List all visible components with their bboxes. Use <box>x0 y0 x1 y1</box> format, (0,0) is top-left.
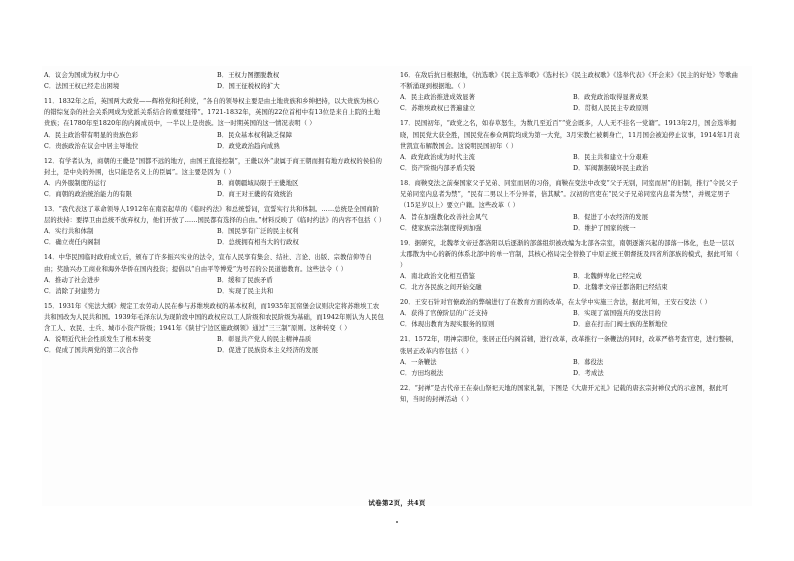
question <box>400 383 740 405</box>
answer-option: A．民主政治推进成效显著 <box>400 94 476 102</box>
answer-option: B．促进了小农经济的发展 <box>573 213 649 221</box>
question <box>400 178 740 234</box>
answer-option: A．民主政治带有明显的贵族色彩 <box>44 131 139 139</box>
answer-option: D．总统拥有相当大的行政权 <box>217 239 299 247</box>
answer-option: C．消除了封建势力 <box>44 287 101 295</box>
answer-option: B．商朝疆域局限于王畿地区 <box>217 180 299 188</box>
option-list <box>400 92 740 114</box>
question <box>44 96 384 152</box>
answer-option: A．议会为国成为权力中心 <box>44 72 120 79</box>
answer-option: D．政党政治趋向成熟 <box>217 142 280 150</box>
answer-option: C．贵族政治在议会中居主导地位 <box>44 142 139 150</box>
question-stem: 19．据研究，北魏孝文帝迁都洛阳以后逐渐的部落组织被改编为北部各宗室，南朝逐渐兴起的部落一体化，也是一层以太郡散为中心的新的体系北部中的单一官制，其核心格局完全替换了中原正统王朝督抚及四省所部族的模式，据此可知（ ） <box>400 239 740 270</box>
answer-option: D．贯彻人民民主专政原则 <box>573 105 649 113</box>
answer-option: D．军阀割据破坏民主政治 <box>573 165 649 173</box>
question-stem: 12．有学者认为，商朝的王畿是“国都不远的地方，由国王直接控制”，王畿以外“隶属于商王朝而拥有地方政权的侯伯的封土，是中央的外围，也只能是名义上的臣属”。这主要是因为（ ） <box>44 157 383 176</box>
option-list <box>44 178 384 200</box>
option-list <box>44 275 384 297</box>
answer-option: D．北魏孝文帝迁都洛阳已经结束 <box>573 284 668 292</box>
question-stem: 22．“封禅”是古代帝王在泰山祭祀天地的国家礼制，下图是《大唐开元礼》记载的唐玄宗封禅仪式的示意图，据此可知，当时的封禅活动（ ） <box>400 384 729 404</box>
question-stem: 13．“我代表这了革命领导人1912年在南京起草的《临时约法》和总统誓词，宣誓实行共和体制。……总统是全国商阶层的扶持：要捍卫由总统不放弃权力，他们开放了……国民都有选择的自由。”材料反映了《临时约法》的内容不包括（ ） <box>44 206 386 225</box>
option-list <box>44 130 384 152</box>
question <box>400 118 740 174</box>
question <box>400 334 740 378</box>
question-stem: 16．在敌后抗日根据地，《抗选歌》《民主选举歌》《选村长》《民主政权歌》《选举代表》《开会来》《民主的好处》等歌曲不断涌现到根据地。（ ） <box>400 72 738 91</box>
right-column <box>400 70 740 409</box>
answer-option: C．确立责任内阁制 <box>44 239 101 247</box>
answer-option: B．王权力图摆脱教权 <box>217 72 280 79</box>
answer-option: C．资产阶级内部矛盾尖锐 <box>400 165 476 173</box>
answer-option: B．民众基本权利缺乏保障 <box>217 131 293 139</box>
answer-option: D．考成法 <box>573 369 604 377</box>
question <box>44 301 384 357</box>
question <box>44 156 384 200</box>
answer-option: A．一条鞭法 <box>400 358 437 366</box>
option-list <box>44 70 384 92</box>
answer-option: A．推动了社会进步 <box>44 276 100 284</box>
answer-option: D．意在打击门阀士族的垄断地位 <box>573 321 668 329</box>
answer-option: C．方田均税法 <box>400 369 444 377</box>
answer-option: C．体现出教育为现实服务的原则 <box>400 321 495 329</box>
answer-option: A．政党政治成为时代主流 <box>400 154 476 162</box>
option-list <box>400 152 740 174</box>
question-stem: 21．1572年，明神宗即位，张居正任内阁首辅，进行改革，改革推行一条鞭法的同时，改革严格考查官吏，进行整顿，张居正改革内容包括（ ） <box>400 336 739 355</box>
spacer <box>400 405 740 409</box>
answer-option: B．募役法 <box>573 358 604 366</box>
answer-option: A．获得了官僚阶层的广泛支持 <box>400 310 488 318</box>
option-list <box>44 226 384 248</box>
spacer <box>44 356 384 360</box>
answer-option: C．北方各民族之间开始交融 <box>400 284 482 292</box>
answer-option: D．国王征税权的扩大 <box>217 83 280 90</box>
answer-option: D．维护了国家的统一 <box>573 224 636 232</box>
answer-option: C．使家族宗法制度得到加强 <box>400 224 482 232</box>
answer-option: B．实现了富国强兵的变法目的 <box>573 310 661 318</box>
answer-option: C．促成了国共两党的第二次合作 <box>44 347 139 355</box>
question <box>44 252 384 296</box>
answer-option: A．实行共和体制 <box>44 228 94 236</box>
option-list <box>44 334 384 356</box>
left-column <box>44 70 384 360</box>
answer-option: B．彰显共产党人的民主精神品质 <box>217 336 312 344</box>
answer-option: C．法国王权已经走出困境 <box>44 83 120 90</box>
exam-page <box>42 66 752 506</box>
question-stem: 20．王安石针对官僚政治的弊端进行了在教育方面的改革，在太学中实施三舍法，据此可知，王安石变法（ ） <box>400 299 711 307</box>
question <box>400 238 740 294</box>
question-stem: 11．1832年之后，英国两大政党——辉格党和托利党，“各自的领导权主要是由土地贵族和乡绅把持，以大贵族为核心的错综复杂的社会关系网成为党派关系结合的重要纽带”。1721-1832年，英国的22位首相中有13位是来自上院的土地贵族；在1780年至1820年的内阁成员中，一半以上是贵族。这一时期英国的这一情况表明（ ） <box>44 98 381 128</box>
page-footer: 试卷第2页，共4页 <box>368 499 426 507</box>
answer-option: A．说明近代社会性质发生了根本转变 <box>44 336 151 344</box>
question <box>400 70 740 114</box>
answer-option: D．商王对王畿的有效统治 <box>217 191 293 199</box>
answer-option: B．缓和了民族矛盾 <box>217 276 273 284</box>
scan-speck <box>396 521 398 523</box>
question-stem: 17．民国初年，“政党之名，如春草怒生，为数几至近百”“党会既多，人人无不挂名一党籍”。1913年2月，国会选举揭晓，国民党大获全胜，国民党在参众两院均成为第一大党，3月宋教仁被刺身亡，11月国会被迫停止议事，1914年1月袁世凯宣布解散国会。这说明民国初年（ ） <box>400 120 740 150</box>
answer-option: D．促进了民族资本主义经济的发展 <box>217 347 319 355</box>
question <box>44 204 384 248</box>
answer-option: B．政党政治取得显著成果 <box>573 94 649 102</box>
answer-option: C．苏维埃政权已普遍建立 <box>400 105 476 113</box>
option-list <box>400 212 740 234</box>
question-stem: 15．1931年《宪法大纲》规定工农劳动人民在参与苏维埃政权的基本权利，而1935年瓦窑堡会议则决定将苏维埃工农共和国改为人民共和国。1939年毛泽东认为现阶段中国的政权应以工人阶级和农民阶级为基础，而1942年则认为人民包含工人、农民、士兵、城市小资产阶级；1941年《陕甘宁边区施政纲领》通过“三三制”原则。这种转变（ ） <box>44 302 384 333</box>
option-list <box>400 357 740 379</box>
question <box>400 297 740 330</box>
question <box>44 70 384 92</box>
answer-option: A．内外服制度的运行 <box>44 180 107 188</box>
answer-option: B．北魏鲜卑化已经完成 <box>573 273 642 281</box>
answer-option: A．南北政治文化相互借鉴 <box>400 273 476 281</box>
answer-option: C．商朝的政治统治能力的有限 <box>44 191 133 199</box>
answer-option: B．国民享有广泛的民主权利 <box>217 228 299 236</box>
answer-option: D．实现了民主共和 <box>217 287 274 295</box>
question-stem: 14．中华民国临时政府成立后，颁布了许多振兴实业的法令，宣布人民享有集会、结社、言论、出版、宗教信仰等自由；奖励兴办工商业和海外华侨在国内投资；提倡以“自由平等博爱”为号召的公民道德教育。这些法令（ ） <box>44 254 373 273</box>
question-stem: 18．商鞅变法之前秦国家父子兄弟、同室而居的习俗，商鞅在变法中改变“父子无别，同室而居”的旧制，推行“令民父子兄弟同室内息者为禁”，“民有二男以上不分异者，倍其赋”。汉初的官吏在“民父子兄弟同室内息者为禁”，并规定男子（15足岁以上）要立户籍。这些改革（ ） <box>400 180 739 210</box>
answer-option: A．旨在加强教化改善社会风气 <box>400 213 488 221</box>
option-list <box>400 271 740 293</box>
answer-option: B．民主共和建立十分艰难 <box>573 154 649 162</box>
option-list <box>400 308 740 330</box>
